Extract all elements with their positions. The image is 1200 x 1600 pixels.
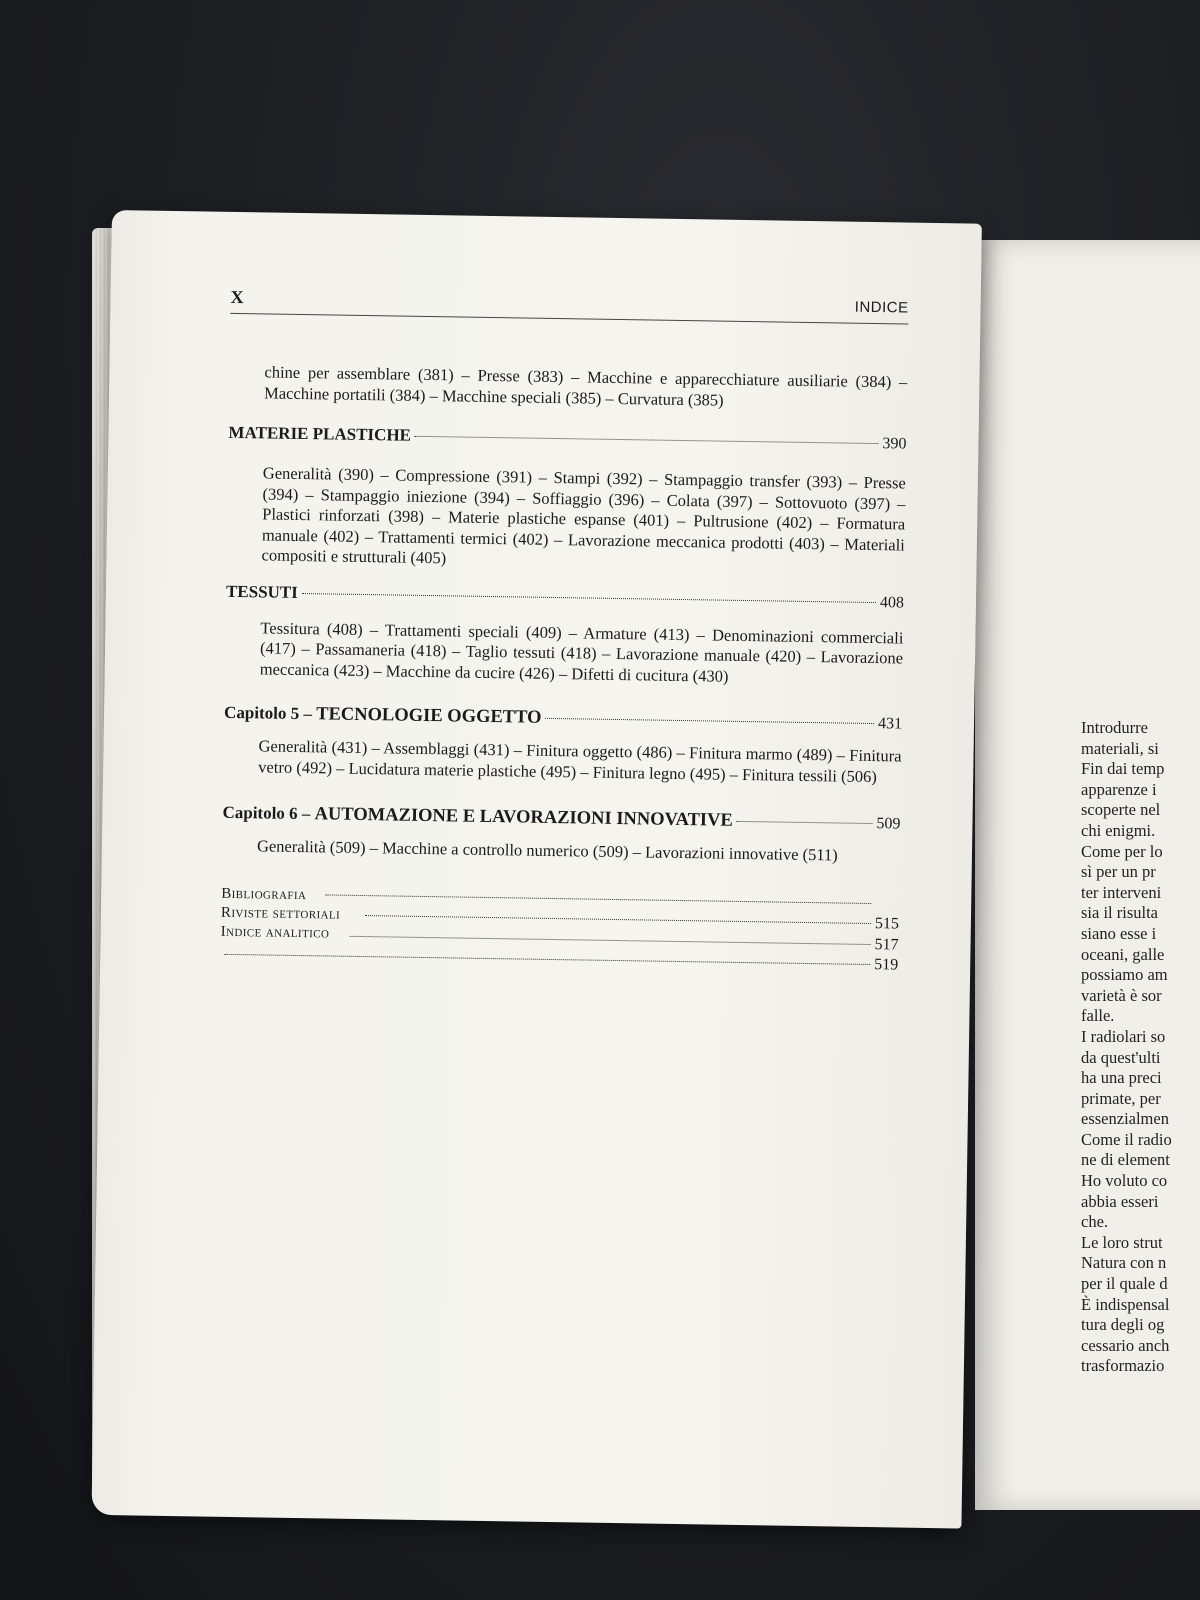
right-page-line: che. — [1081, 1212, 1109, 1232]
right-page-line: apparenze i — [1081, 779, 1157, 799]
right-page-line: Natura con n — [1081, 1253, 1167, 1273]
riviste-page: 515 — [874, 915, 900, 933]
dot-leader — [350, 935, 871, 944]
chapter-name: AUTOMAZIONE E LAVORAZIONI INNOVATIVE — [314, 804, 733, 831]
chapter-contents: Generalità (431) – Assemblaggi (431) – Finitura oggetto (486) – Finitura marmo (489) – Finitura vetro (492) – Lucidatura materie plastiche (495) – Finitura legno (495) – Finitura tessili (506) — [258, 736, 902, 786]
right-page-line: Come il radio — [1081, 1129, 1172, 1149]
right-page-line: per il quale d — [1081, 1274, 1168, 1294]
section-page: 390 — [882, 435, 907, 453]
toc-entry-capitolo-6 — [222, 803, 900, 835]
chapter-label: Capitolo 6 – — [222, 802, 315, 824]
section-contents: Tessitura (408) – Trattamenti speciali (409) – Armature (413) – Denominazioni commerciali (417) – Passamaneria (418) – Taglio tessuti (418) – Lavorazione manuale (420) – Lavorazione meccanica (423) – Macchine da cucire (426) – Difetti di cucitura (430) — [259, 617, 904, 686]
right-page-line: ne di element — [1081, 1150, 1170, 1170]
page-header — [230, 287, 908, 325]
dot-leader — [224, 954, 870, 965]
right-page-line: tura degli og — [1081, 1315, 1165, 1335]
riviste-settoriali-label: Riviste settoriali — [220, 904, 341, 923]
right-page-line: I radiolari so — [1081, 1026, 1166, 1046]
right-page-line: Come per lo — [1081, 841, 1163, 861]
right-page-line: essenzialmen — [1081, 1109, 1169, 1129]
right-page-line: sia il risulta — [1081, 903, 1158, 923]
last-page: 519 — [874, 956, 899, 974]
right-page-line: varietà è sor — [1081, 985, 1162, 1005]
chapter-title — [224, 703, 542, 729]
right-page-line: oceani, galle — [1081, 944, 1165, 964]
chapter-page: 431 — [877, 715, 903, 733]
toc-entry-capitolo-5 — [224, 703, 902, 735]
right-page-text — [1081, 718, 1200, 1377]
continuation-text: chine per assemblare (381) – Presse (383) – Macchine e apparecchiature ausiliarie (384) – Macchine portatili (384) – Macchine speciali (385) – Curvatura (385) — [264, 362, 908, 410]
chapter-contents: Generalità (509) – Macchine a controllo numerico (509) – Lavorazioni innovative (511) — [256, 836, 838, 865]
section-page: 408 — [879, 593, 905, 611]
right-page-line: Ho voluto co — [1081, 1171, 1168, 1191]
right-page-line: Le loro strut — [1081, 1232, 1163, 1252]
right-page-line: ha una preci — [1081, 1068, 1162, 1088]
toc-entry-tessuti — [226, 581, 904, 612]
indice-page: 517 — [874, 935, 899, 953]
dot-leader — [545, 718, 874, 724]
dot-leader — [365, 915, 871, 924]
right-page-line: scoperte nel — [1081, 800, 1161, 820]
right-page-line: falle. — [1081, 1006, 1115, 1026]
right-page-line: possiamo am — [1081, 965, 1168, 985]
bibliografia-label: Bibliografia — [221, 885, 307, 903]
right-page-line: abbia esseri — [1081, 1191, 1159, 1211]
chapter-name: TECNOLOGIE OGGETTO — [316, 704, 542, 728]
page-number: X — [230, 286, 244, 308]
right-page-line: ter interveni — [1081, 882, 1162, 902]
right-page-line: chi enigmi. — [1081, 820, 1156, 840]
back-matter — [220, 884, 899, 977]
right-page-line: sì per un pr — [1081, 862, 1156, 882]
section-contents: Generalità (390) – Compressione (391) – Stampi (392) – Stampaggio transfer (393) – Presse (394) – Stampaggio iniezione (394) – Soffiaggio (396) – Colata (397) – Sottovuoto (397) – Plastici rinforzati (398) – Materie plastiche espanse (401) – Pultrusione (402) – Formatura manuale (402) – Trattamenti termici (402) – Lavorazione meccanica prodotti (403) – Materiali compositi e strutturali (405) — [261, 463, 906, 568]
right-page-line: materiali, si — [1081, 738, 1159, 758]
toc-content — [220, 287, 909, 977]
back-matter-labels — [221, 884, 341, 943]
right-page — [975, 240, 1200, 1510]
dot-leader — [325, 894, 871, 904]
dot-leader — [737, 821, 873, 824]
indice-analitico-label: Indice analitico — [220, 923, 330, 942]
chapter-title — [222, 803, 733, 832]
right-page-line: Introdurre — [1081, 718, 1148, 737]
dot-leader — [302, 593, 876, 603]
toc-entry-materie-plastiche — [228, 423, 906, 454]
right-page-line: da quest'ulti — [1081, 1047, 1161, 1067]
right-page-line: Fin dai temp — [1081, 759, 1165, 779]
running-title: INDICE — [854, 298, 909, 317]
right-page-line: siano esse i — [1081, 923, 1157, 943]
section-title: TESSUTI — [225, 581, 299, 602]
right-page-line: trasformazio — [1081, 1356, 1165, 1376]
chapter-label: Capitolo 5 – — [223, 702, 317, 724]
dot-leader — [415, 436, 878, 444]
right-page-line: primate, per — [1081, 1088, 1161, 1108]
section-title: MATERIE PLASTICHE — [228, 422, 412, 445]
left-page — [92, 210, 982, 1529]
chapter-page: 509 — [876, 815, 901, 833]
right-page-line: cessario anch — [1081, 1335, 1170, 1355]
right-page-line: È indispensal — [1081, 1294, 1170, 1314]
